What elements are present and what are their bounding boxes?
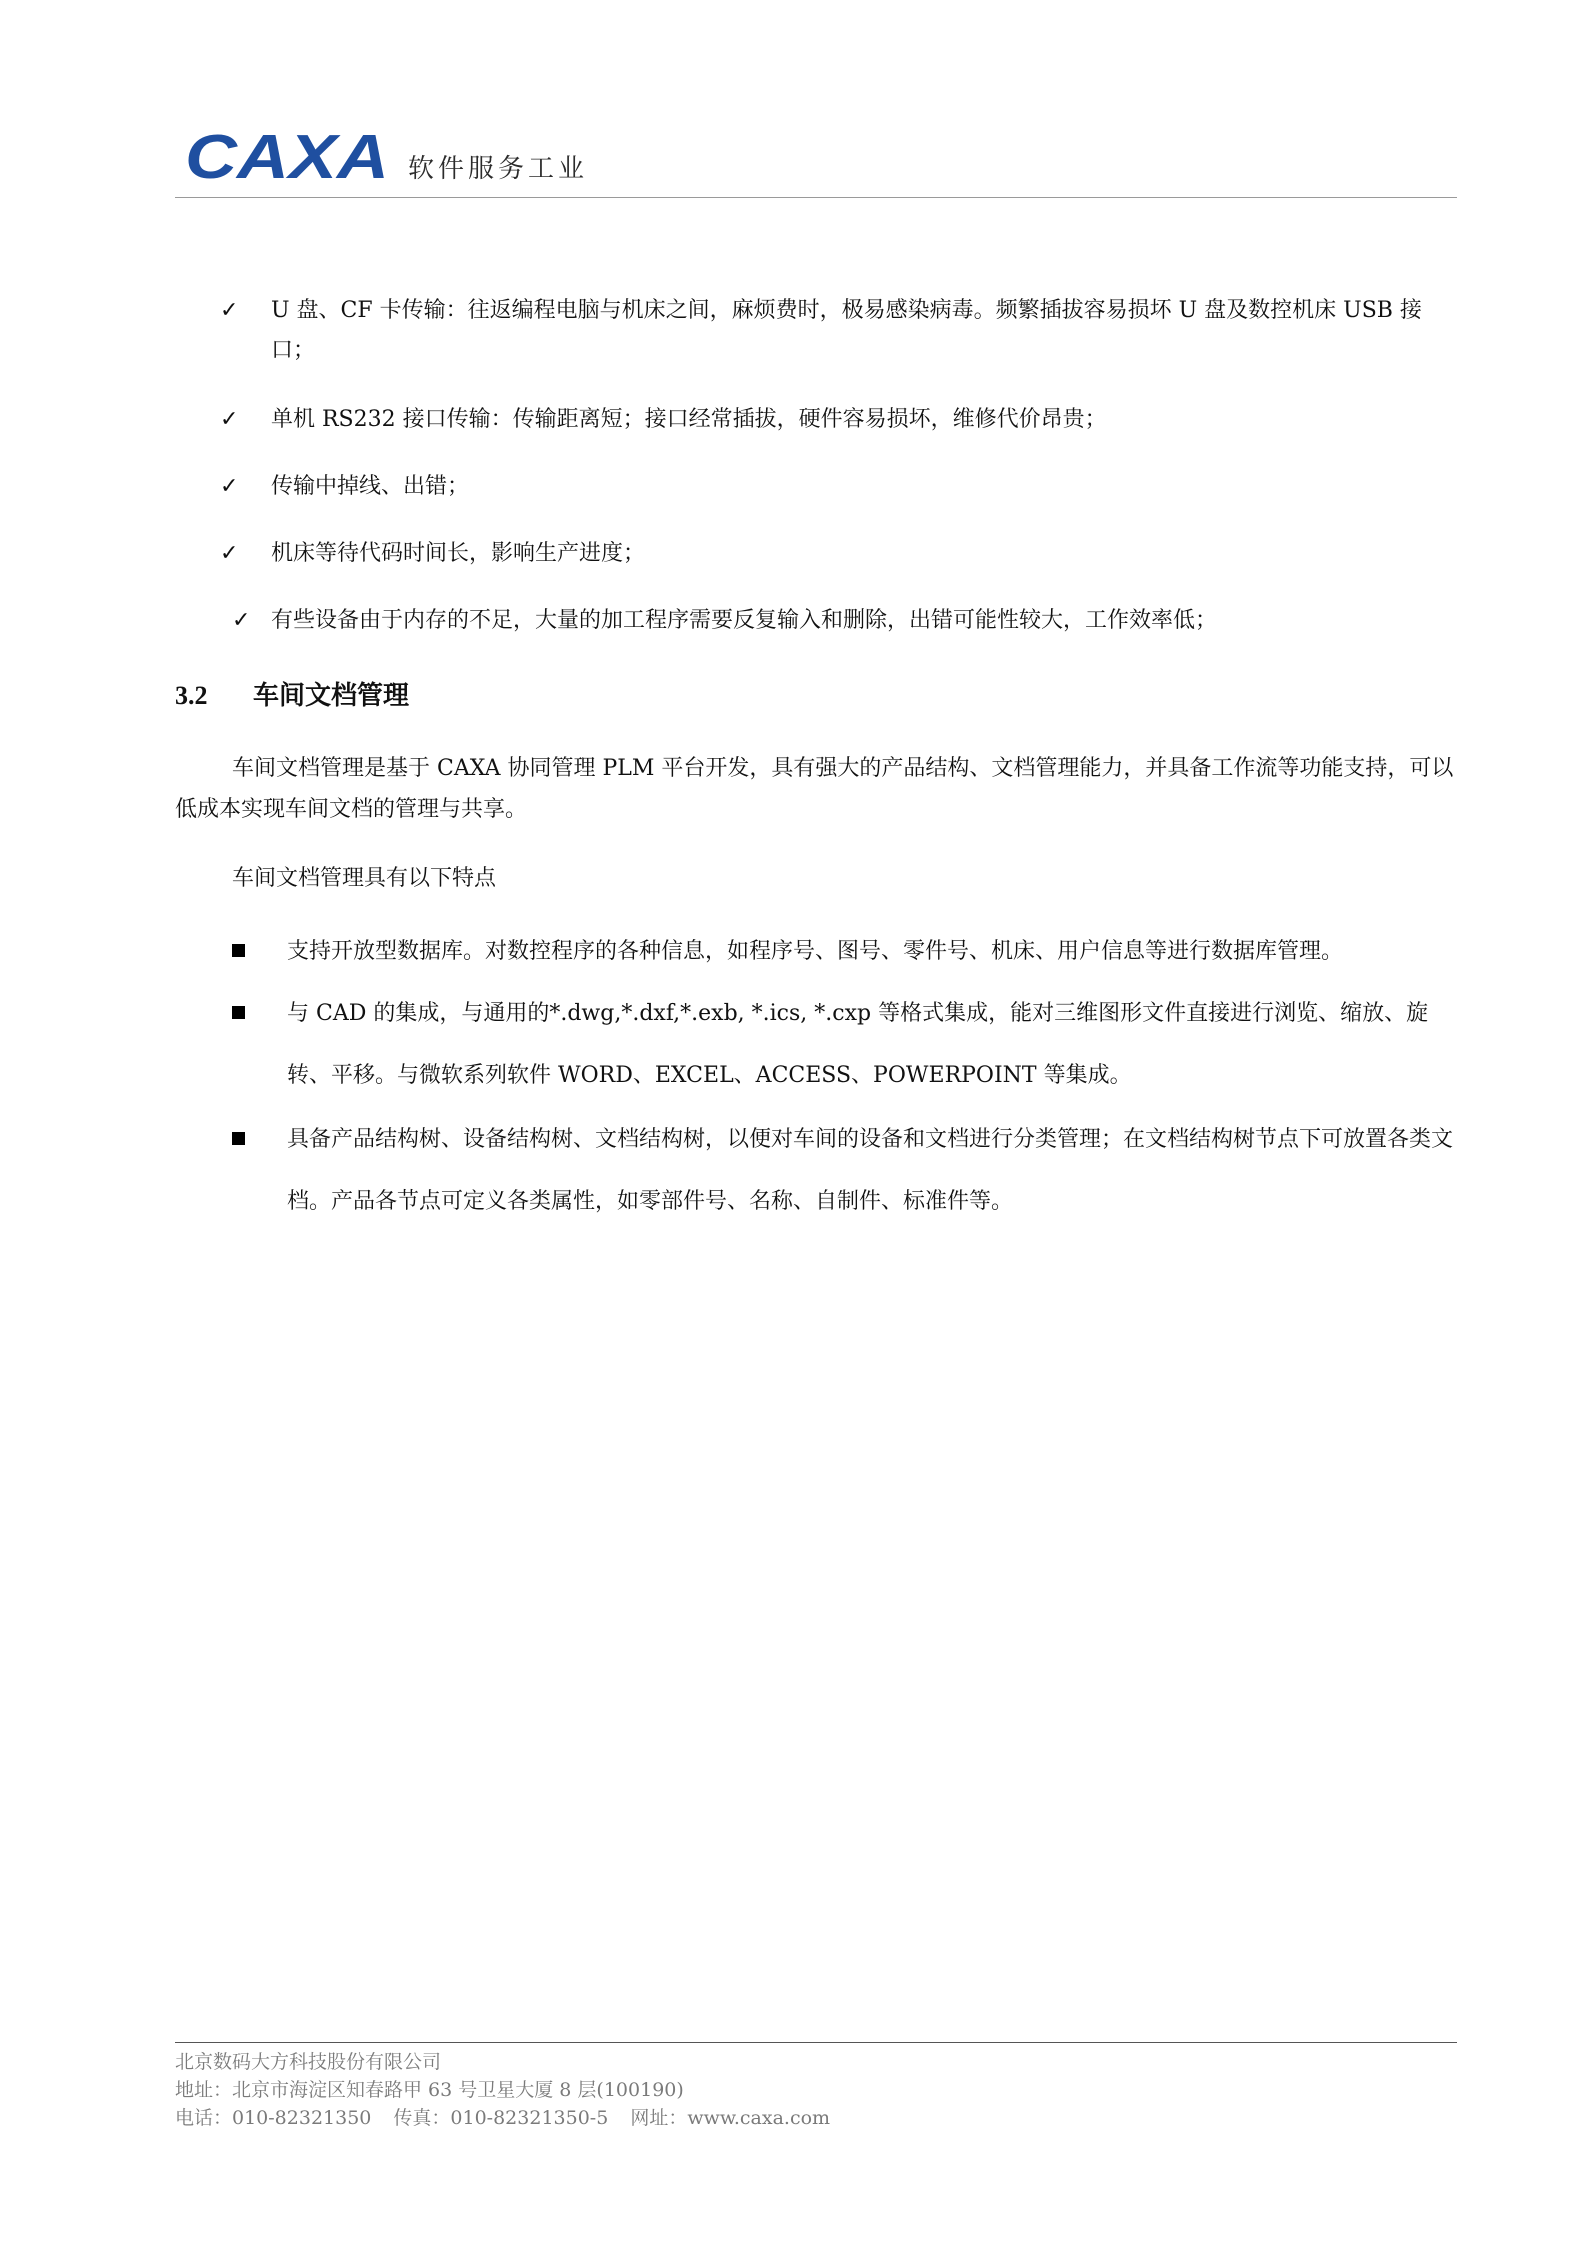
checkmark-icon: ✓ bbox=[232, 608, 251, 633]
footer-fax: 传真：010-82321350-5 bbox=[393, 2107, 609, 2129]
checklist-text: 有些设备由于内存的不足，大量的加工程序需要反复输入和删除，出错可能性较大，工作效率低； bbox=[271, 608, 1218, 633]
checklist-text: 单机 RS232 接口传输：传输距离短；接口经常插拔，硬件容易损坏，维修代价昂贵； bbox=[271, 407, 1107, 432]
footer-company: 北京数码大方科技股份有限公司 bbox=[175, 2051, 442, 2073]
footer-address: 地址：北京市海淀区知春路甲 63 号卫星大厦 8 层(100190) bbox=[175, 2079, 684, 2101]
feature-text: 与 CAD 的集成，与通用的*.dwg,*.dxf,*.exb, *.ics, *.cxp 等格式集成，能对三维图形文件直接进行浏览、缩放、旋转、平移。与微软系列软件 WORD、EXCEL、ACCESS、POWERPOINT 等集成。 bbox=[287, 1001, 1429, 1088]
checklist-text: U 盘、CF 卡传输：往返编程电脑与机床之间，麻烦费时，极易感染病毒。频繁插拔容易损坏 U 盘及数控机床 USB 接口； bbox=[271, 298, 1422, 363]
feature-text: 支持开放型数据库。对数控程序的各种信息，如程序号、图号、零件号、机床、用户信息等进行数据库管理。 bbox=[287, 939, 1344, 964]
feature-text: 具备产品结构树、设备结构树、文档结构树，以便对车间的设备和文档进行分类管理；在文档结构树节点下可放置各类文档。产品各节点可定义各类属性，如零部件号、名称、自制件、标准件等。 bbox=[287, 1127, 1454, 1214]
square-bullet-icon bbox=[232, 1132, 245, 1145]
footer-contact bbox=[175, 2105, 830, 2131]
svg-text:CAXA: CAXA bbox=[185, 126, 389, 186]
caxa-logo-graphic bbox=[183, 126, 393, 186]
square-bullet-icon bbox=[232, 944, 245, 957]
checklist-text: 机床等待代码时间长，影响生产进度； bbox=[271, 541, 646, 566]
checklist-text: 传输中掉线、出错； bbox=[271, 474, 470, 499]
section-number: 3.2 bbox=[175, 681, 208, 710]
footer-divider bbox=[175, 2042, 1457, 2043]
intro-paragraph: 车间文档管理是基于 CAXA 协同管理 PLM 平台开发，具有强大的产品结构、文档管理能力，并具备工作流等功能支持，可以低成本实现车间文档的管理与共享。 bbox=[175, 756, 1454, 822]
header-tagline: 软件服务工业 bbox=[408, 154, 589, 184]
checkmark-icon: ✓ bbox=[220, 407, 239, 432]
square-bullet-icon bbox=[232, 1006, 245, 1019]
section-heading bbox=[175, 676, 409, 716]
footer-phone: 电话：010-82321350 bbox=[175, 2107, 372, 2129]
features-lead-paragraph: 车间文档管理具有以下特点 bbox=[232, 866, 497, 891]
footer-website[interactable]: 网址：www.caxa.com bbox=[630, 2107, 831, 2129]
header-divider bbox=[175, 197, 1457, 198]
checkmark-icon: ✓ bbox=[220, 541, 239, 566]
checkmark-icon: ✓ bbox=[220, 474, 239, 499]
checkmark-icon: ✓ bbox=[220, 298, 239, 323]
caxa-logo bbox=[183, 126, 393, 186]
section-title: 车间文档管理 bbox=[253, 681, 410, 711]
